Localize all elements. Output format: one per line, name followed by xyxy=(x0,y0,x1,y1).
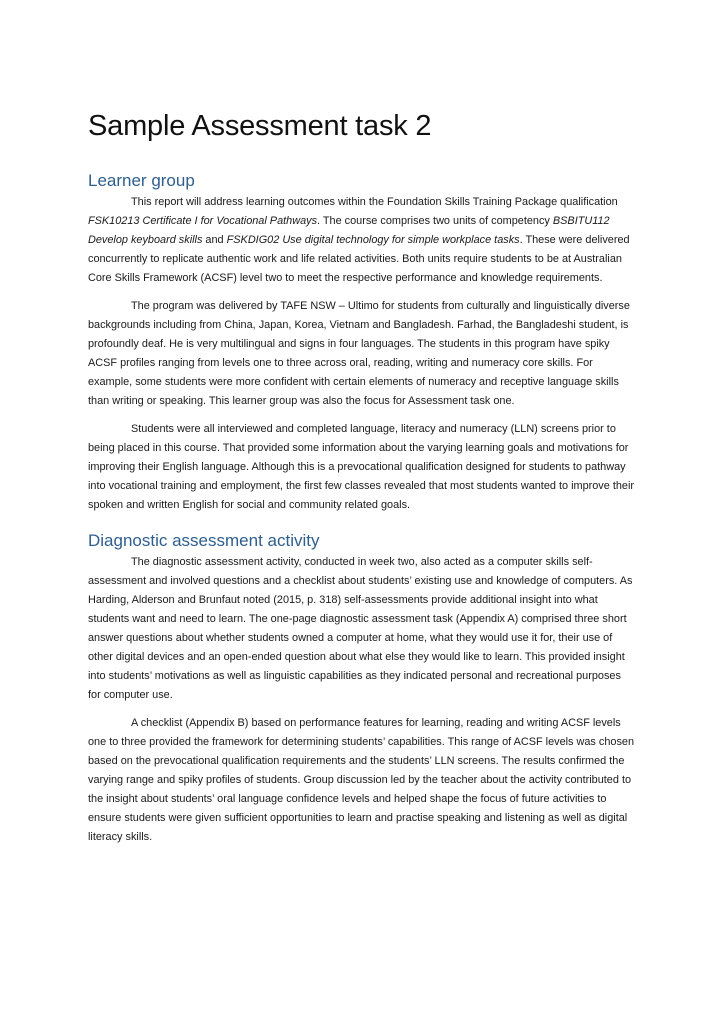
paragraph xyxy=(88,193,636,288)
text-run-italic: BSBITU112 Develop keyboard skills xyxy=(88,215,610,246)
document-page xyxy=(88,104,636,847)
paragraph xyxy=(88,297,636,411)
text-run: and xyxy=(202,234,227,246)
section-heading: Diagnostic assessment activity xyxy=(88,531,320,550)
text-run-italic: FSKDIG02 Use digital technology for simple workplace tasks xyxy=(226,234,520,246)
paragraph xyxy=(88,553,636,705)
text-run: . The course comprises two units of competency xyxy=(317,215,553,227)
section-heading: Learner group xyxy=(88,171,195,190)
text-run: A checklist (Appendix B) based on performance features for learning, reading and writing ACSF levels one to three provided the framework for determining students’ capabilities. This range of ACSF levels was chosen based on the prevocational qualification requirements and the students’ LLN screens. The results confirmed the varying range and spiky profiles of students. Group discussion led by the teacher about the activity contributed to the insight about students’ oral language confidence levels and helped shape the focus of future activities to ensure students were given sufficient opportunities to learn and practise speaking and listening as well as digital literacy skills. xyxy=(88,717,635,843)
text-run: This report will address learning outcomes within the Foundation Skills Training Package qualification xyxy=(131,196,618,208)
section-diagnostic-assessment xyxy=(88,529,636,847)
section-learner-group xyxy=(88,169,636,515)
text-run: . These were delivered concurrently to replicate authentic work and life related activities. Both units require students to be at Australian Core Skills Framework (ACSF) level two to meet the respective performance and knowledge requirements. xyxy=(88,234,630,284)
text-run: The diagnostic assessment activity, conducted in week two, also acted as a computer skills self-assessment and involved questions and a checklist about students’ existing use and knowledge of computers. As Harding, Alderson and Brunfaut noted (2015, p. 318) self-assessments provide additional insight into what students want and need to learn. The one-page diagnostic assessment task (Appendix A) comprised three short answer questions about whether students owned a computer at home, what they would use it for, their use of other digital devices and an open-ended question about what else they would like to learn. This provided insight into students’ motivations as well as linguistic capabilities as they indicated personal and recreational purposes for computer use. xyxy=(88,556,633,701)
text-run: The program was delivered by TAFE NSW – Ultimo for students from culturally and linguistically diverse backgrounds including from China, Japan, Korea, Vietnam and Bangladesh. Farhad, the Bangladeshi student, is profoundly deaf. He is very multilingual and signs in four languages. The students in this program have spiky ACSF profiles ranging from levels one to three across oral, reading, writing and numeracy core skills. For example, some students were more confident with certain elements of numeracy and receptive language skills than writing or speaking. This learner group was also the focus for Assessment task one. xyxy=(88,300,630,407)
text-run: Students were all interviewed and completed language, literacy and numeracy (LLN) screens prior to being placed in this course. That provided some information about the varying learning goals and motivations for improving their English language. Although this is a prevocational qualification designed for students to pathway into vocational training and employment, the first few classes revealed that most students wanted to improve their spoken and written English for social and community related goals. xyxy=(88,423,635,511)
document-title: Sample Assessment task 2 xyxy=(88,110,432,142)
paragraph xyxy=(88,420,636,515)
text-run-italic: FSK10213 Certificate I for Vocational Pathways xyxy=(88,215,318,227)
paragraph xyxy=(88,714,636,847)
